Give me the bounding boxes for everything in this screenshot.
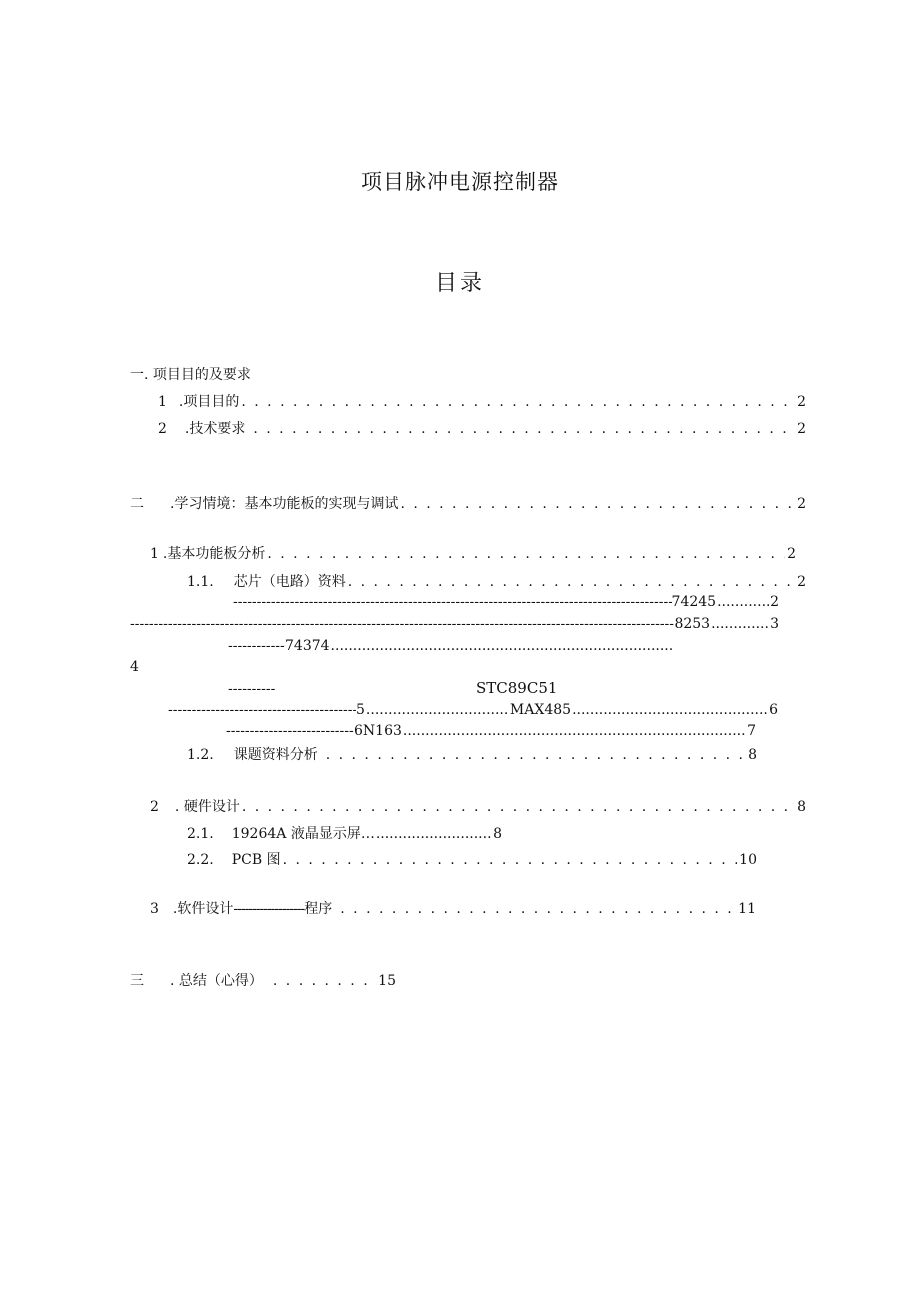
document-title: 项目脉冲电源控制器 xyxy=(361,170,559,194)
toc-number: 2.1. xyxy=(187,826,214,842)
toc-number: 2 xyxy=(158,421,167,437)
toc-label: 一. 项目目的及要求 xyxy=(130,367,251,383)
toc-page: 2 xyxy=(787,546,796,562)
toc-entry-3[interactable] xyxy=(130,972,396,990)
toc-entry-8253[interactable] xyxy=(130,615,779,633)
toc-page: 8 xyxy=(797,799,806,815)
toc-page: 7 xyxy=(747,723,756,739)
toc-label: 芯片（电路）资料 xyxy=(233,574,346,590)
toc-number: 三 xyxy=(130,973,144,989)
toc-label-suffix: 程序 xyxy=(304,901,333,917)
toc-number: 1 xyxy=(150,546,159,562)
toc-page: 2 xyxy=(797,394,806,410)
leader-dashes xyxy=(226,722,354,740)
toc-page: 8 xyxy=(493,826,502,842)
leader-dashes: ---------- xyxy=(228,681,276,697)
toc-page: 5 xyxy=(356,702,365,718)
leader-dots xyxy=(366,701,509,719)
toc-number: 1.1. xyxy=(187,574,214,590)
leader-dashes xyxy=(168,701,356,719)
toc-label: .项目目的 xyxy=(178,394,240,410)
leader-dots xyxy=(241,393,795,411)
toc-entry-stc89c51[interactable]: STC89C51 xyxy=(476,679,558,697)
leader-dots xyxy=(283,851,738,869)
toc-label: 8253 xyxy=(674,616,711,632)
toc-label: .软件设计 xyxy=(172,901,234,917)
toc-entry-2-3[interactable] xyxy=(150,900,756,918)
toc-page-number: 4 xyxy=(130,659,139,675)
toc-label: MAX485 xyxy=(509,702,572,718)
toc-page: 2 xyxy=(797,496,806,512)
toc-label: . 硬件设计 xyxy=(174,799,240,815)
toc-number: 2.2. xyxy=(187,852,214,868)
toc-label: PCB 图 xyxy=(231,852,281,868)
toc-entry-2-2-2[interactable] xyxy=(187,851,757,869)
toc-page: 3 xyxy=(770,616,779,632)
toc-entry-max485[interactable] xyxy=(168,701,778,719)
toc-label: 19264A 液晶显示屏… xyxy=(231,826,375,842)
leader-dots xyxy=(326,746,746,764)
toc-page: 8 xyxy=(748,747,757,763)
toc-entry-2-1-1[interactable] xyxy=(187,573,806,591)
toc-entry-2-2[interactable] xyxy=(150,798,806,816)
leader-dots xyxy=(348,573,795,591)
leader-dashes xyxy=(228,637,285,655)
leader-dots xyxy=(242,798,795,816)
leader-dashes xyxy=(130,615,674,633)
toc-page: 10 xyxy=(739,852,757,868)
toc-heading: 目录 xyxy=(434,271,485,296)
toc-label: .技术要求 xyxy=(184,421,246,437)
toc-entry-74245[interactable] xyxy=(233,593,779,611)
toc-label: 课题资料分析 xyxy=(233,747,318,763)
toc-number: 3 xyxy=(150,901,159,917)
toc-entry-2[interactable] xyxy=(130,495,806,513)
leader-dots xyxy=(376,825,492,843)
toc-page: 15 xyxy=(378,973,396,989)
toc-page: 11 xyxy=(738,901,756,917)
toc-entry-2-1[interactable] xyxy=(150,545,796,563)
leader-dots xyxy=(273,972,376,990)
toc-entry-2-2-1[interactable] xyxy=(187,825,502,843)
toc-page: 2 xyxy=(770,594,779,610)
toc-number: 二 xyxy=(130,496,144,512)
toc-label: 74245 xyxy=(671,594,717,610)
toc-page: 2 xyxy=(797,574,806,590)
toc-number: 2 xyxy=(150,799,159,815)
toc-label: .基本功能板分析 xyxy=(162,546,266,562)
toc-section-1[interactable] xyxy=(130,366,251,384)
toc-number: 1 xyxy=(158,394,167,410)
toc-entry-2-1-2[interactable] xyxy=(187,746,757,764)
leader-dots xyxy=(711,615,769,633)
toc-page: 2 xyxy=(797,421,806,437)
toc-label: . 总结（心得） xyxy=(170,973,263,989)
toc-label: 6N163 xyxy=(354,723,402,739)
toc-label: 74374 xyxy=(285,638,330,654)
leader-dots xyxy=(400,495,795,513)
leader-dots xyxy=(253,420,795,438)
toc-entry-1-1[interactable] xyxy=(158,393,806,411)
leader-dots xyxy=(572,701,768,719)
leader-dots xyxy=(267,545,785,563)
toc-entry-74374[interactable] xyxy=(228,637,674,655)
leader-dashes xyxy=(233,593,672,611)
toc-page: 6 xyxy=(769,702,778,718)
leader-dots xyxy=(331,637,673,655)
toc-entry-1-2[interactable] xyxy=(158,420,806,438)
leader-dots xyxy=(717,593,769,611)
leader-dots xyxy=(340,900,736,918)
toc-label: .学习情境：基本功能板的实现与调试 xyxy=(170,496,399,512)
leader-dashes: ------------------- xyxy=(233,901,305,917)
toc-number: 1.2. xyxy=(187,747,214,763)
leader-dots xyxy=(403,722,746,740)
toc-entry-6n163[interactable] xyxy=(226,722,756,740)
